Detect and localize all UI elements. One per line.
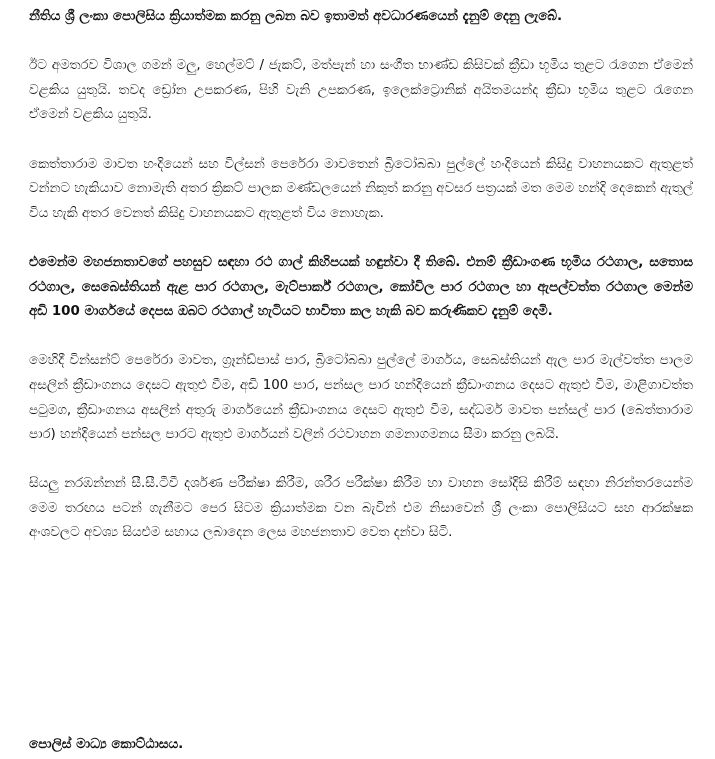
paragraph-security-checks: සියලු නරඹන්නන් සී.සී.ටීවී දර්ශණ පරීක්ෂා කිරීම, ශරීර පරීක්ෂා කිරීම හා වාහන සෝදිසි කිරීම් සඳහා නිරන්තරයෙන්ම මෙම තරඟය පටන් ගැනීමට පෙර සිටම ක්‍රියාත්මක වන බැවින් එම නිසාවෙන් ශ්‍රී ලංකා පොලිසියට සහ ආරක්ෂක අංශවලට අවශ්‍ය සියළුම සහාය ලබාදෙන ලෙස මහජනතාව වෙත දන්වා සිටි. [29,476,693,541]
notice-body [29,5,693,571]
signature-police-media-division: පොලිස් මාධ්‍ය කොට්ඨාසය. [29,737,184,752]
paragraph-vehicle-entry: කෙත්තාරාම මාවත හංදියෙන් සහ විල්සන් පෙරේරා මාවතෙන් බ්‍රිටෝබබා පුල්ලේ හංදියෙන් කිසිදු වාහනයකට ඇතුළත් වන්නට හැකියාව නොමැති අතර ක්‍රිකට් පාලක මණ්ඩලයෙන් නිකුත් කරනු අවසර පත්‍රයක් මත මෙම හන්දි දෙකෙන් ඇතුල් විය හැකි අතර වෙනත් කිසිදු වාහනයකට ඇතුළත් විය නොහැක. [29,156,693,221]
paragraph-parking-areas: එමෙන්ම මහජනතාවගේ පහසුව සඳහා රථ ගාල් කිහිපයක් හඳුන්වා දී තිබේ. එනම් ක්‍රීඩාංගණ භූමිය රථගාල, සතොස රථගාල, සෙබෙස්තියන් ඇළ පාර රථගාල, මැට්පාර්ක් රථගාල, කෝවිල පාර රථගාල හා ඇපල්වත්ත රථගාල මෙන්ම අඩි 100 මාර්ගයේ දෙපස ඔබට රථගාල් හැටියට භාවිතා කල හැකි බව කරුණිකව දැනුම් දෙමි. [29,254,693,320]
paragraph-traffic-restrictions: මෙහිදී වින්සන්ට් පෙරේරා මාවත, ග්‍රෑන්ඩ්පාස් පාර, බ්‍රිටෝබබා පුල්ලේ මාර්ගය, සෙබස්තියන් ඇල පාර මැල්වත්ත පාලම අසලින් ක්‍රීඩාංගනය දෙසට ඇතුළු වීම, අඩි 100 පාර, පන්සල පාර හන්දියෙන් ක්‍රීඩාංගනය දෙසට ඇතුළු වීම, මාළිගාවත්ත පටුමග, ක්‍රීඩාංගනය අසලින් අතුරු මාර්ගයෙන් ක්‍රීඩාංගනය දෙසට ඇතුළු වීම, සද්ධර්ම මාවත පන්සල් පාර (බෙත්තාරාම පාර) හන්දියෙන් පන්සල පාරට ඇතුළු මාර්ගයන් වලින් රථවාහන ගමනාගමනය සීමා කරනු ලබයි. [29,353,693,443]
paragraph-intro-notice: නීතිය ශ්‍රී ලංකා පොලිසිය ක්‍රියාත්මක කරනු ලබන බව ඉතාමත් අවධාරණයෙන් දැනුම් දෙනු ලැබේ. [29,9,563,24]
paragraph-prohibited-items: ඊට අමතරව විශාල ගමන් මලු, හෙල්මට් / ජැකට්, මත්පැන් හා සංගීත භාණ්ඩ කිසිවක් ක්‍රීඩා භූමිය තුළට රැගෙන ඒමෙන් වළකිය යුතුයි. තවද ඩ්‍රෝන උපකරණ, පිහි වැනි උපකරණ, ඉලෙක්ට්‍රොනික් අයිතමයන්ද ක්‍රීඩා භූමිය තුළට රැගෙන ඒමෙන් වළකිය යුතුයි. [29,58,693,123]
